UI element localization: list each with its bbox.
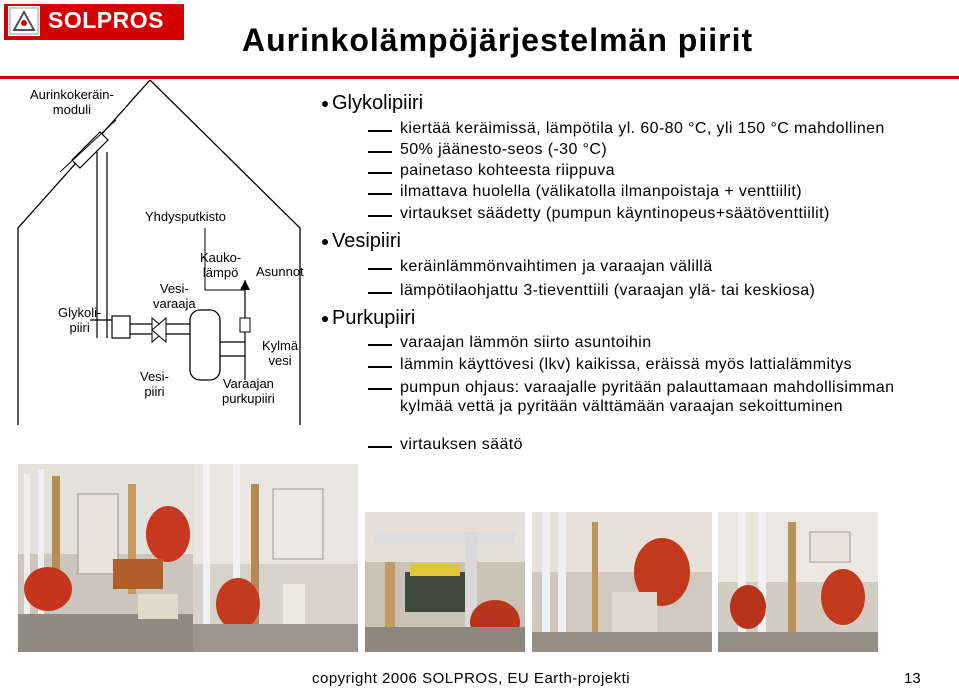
photo-boiler-room-2 xyxy=(193,464,358,652)
flow-arrow-up xyxy=(240,280,250,290)
discharge-item: varaajan lämmön siirto asuntoihin xyxy=(400,334,652,351)
section-heading-discharge: Purkupiiri xyxy=(322,307,415,330)
photo-boiler-room-5 xyxy=(718,512,878,652)
discharge-item: lämmin käyttövesi (lkv) kaikissa, eräissä myös lattialämmitys xyxy=(400,356,853,373)
label-remote-heat: Kauko- lämpö xyxy=(200,250,242,280)
heat-exchanger xyxy=(112,316,130,338)
pump-symbol xyxy=(240,318,250,332)
copyright: copyright 2006 SOLPROS, EU Earth-projekti xyxy=(312,670,631,687)
glycol-item: 50% jäänesto-seos (-30 °C) xyxy=(400,141,608,158)
label-discharge-loop: Varaajan purkupiiri xyxy=(222,376,275,406)
glycol-item: ilmattava huolella (välikatolla ilmanpoistaja + venttiilit) xyxy=(400,183,802,200)
discharge-item: pumpun ohjaus: varaajalle pyritään palauttamaan mahdollisimman kylmää vettä ja pyritään välttämään varaajan sekoittuminen xyxy=(400,379,895,415)
photo-boiler-room-4 xyxy=(532,512,712,652)
label-apartments: Asunnot xyxy=(256,264,304,279)
logo-text: SOLPROS xyxy=(48,7,164,33)
glycol-item: virtaukset säädetty (pumpun käyntinopeus+säätöventtiilit) xyxy=(400,205,830,222)
page-title: Aurinkolämpöjärjestelmän piirit xyxy=(242,22,754,58)
storage-tank xyxy=(190,310,220,380)
water-item: lämpötilaohjattu 3-tieventtiili (varaajan ylä- tai keskiosa) xyxy=(400,282,816,299)
photo-boiler-room-3 xyxy=(365,512,525,652)
water-item: keräinlämmönvaihtimen ja varaajan välillä xyxy=(400,258,713,275)
photo-boiler-room-1 xyxy=(18,464,193,652)
label-water-tank: Vesi- varaaja xyxy=(153,281,196,311)
glycol-item: painetaso kohteesta riippuva xyxy=(400,162,615,179)
label-water-loop: Vesi- piiri xyxy=(140,369,169,399)
glycol-item: kiertää keräimissä, lämpötila yl. 60-80 °C, yli 150 °C mahdollinen xyxy=(400,120,885,137)
label-glycol-loop: Glykoli- piiri xyxy=(58,305,102,335)
collector-panel xyxy=(72,132,108,168)
discharge-item: virtauksen säätö xyxy=(400,436,523,453)
label-district-pipe: Yhdysputkisto xyxy=(145,209,226,224)
page-number: 13 xyxy=(904,670,921,687)
section-heading-water: Vesipiiri xyxy=(322,230,401,253)
section-heading-glycol: Glykolipiiri xyxy=(322,92,423,115)
title-divider xyxy=(0,76,959,79)
label-collector: Aurinkokeräin- moduli xyxy=(30,87,114,117)
label-cold-water: Kylmä vesi xyxy=(262,338,299,368)
logo-icon xyxy=(8,6,40,36)
